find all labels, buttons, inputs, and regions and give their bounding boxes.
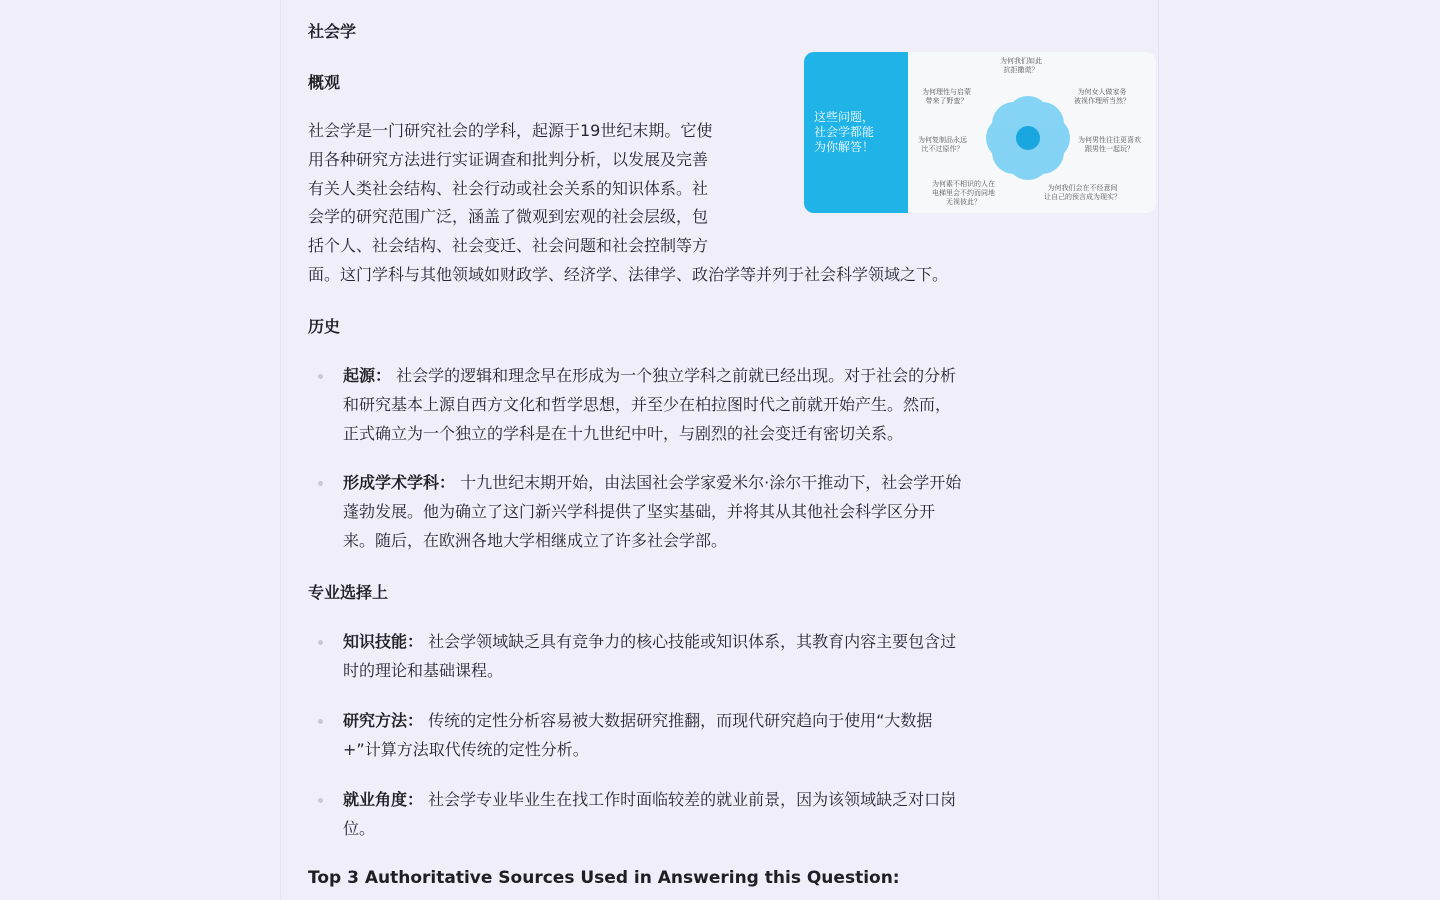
list-item-term: 研究方法： [343, 711, 424, 730]
list-item-term: 形成学术学科： [343, 473, 456, 492]
list-item-term: 知识技能： [343, 632, 424, 651]
list-item-text: 位。 [343, 818, 376, 838]
bullet-dot [318, 640, 323, 645]
sociology-questions-figure[interactable] [804, 52, 1156, 213]
list-item-text: 正式确立为一个独立的学科是在十九世纪中叶，与剧烈的社会变迁有密切关系。 [343, 423, 904, 443]
bullet-dot [318, 481, 323, 486]
list-item-text: 社会学专业毕业生在找工作时面临较差的就业前景，因为该领域缺乏对口岗 [428, 790, 957, 809]
figure-headline-line: 为你解答！ [814, 140, 875, 154]
figure-question [1074, 88, 1130, 106]
article-title: 社会学 [308, 22, 357, 41]
figure-question [918, 136, 967, 154]
figure-question-line: 为何男性往往更喜欢 [1078, 136, 1141, 144]
list-item-text: 时的理论和基础课程。 [343, 660, 504, 680]
list-item-text: 来。随后，在欧洲各地大学相继成立了许多社会学部。 [343, 530, 728, 550]
figure-question-line: 电梯里会不约而同地 [932, 189, 995, 197]
list-item-text: 和研究基本上源自西方文化和哲学思想，并至少在柏拉图时代之前就开始产生。然而， [343, 394, 952, 414]
figure-question-line: 为何素不相识的人在 [932, 180, 995, 188]
overview-line: 会学的研究范围广泛，涵盖了微观到宏观的社会层级，包 [308, 207, 709, 227]
overview-line: 括个人、社会结构、社会变迁、社会问题和社会控制等方 [308, 236, 709, 256]
figure-question-line: 无视彼此？ [946, 198, 981, 206]
list-item-text: 传统的定性分析容易被大数据研究推翻，而现代研究趋向于使用“大数据 [428, 711, 933, 730]
figure-headline-line: 社会学都能 [814, 125, 875, 139]
bullet-dot [318, 798, 323, 803]
bullet-dot [318, 719, 323, 724]
list-item-text: +”计算方法取代传统的定性分析。 [343, 739, 589, 759]
list-item [343, 707, 932, 765]
overview-line: 面。这门学科与其他领域如财政学、经济学、法律学、政治学等并列于社会科学领域之下。 [308, 264, 949, 284]
figure-question [1000, 57, 1042, 75]
list-item-text: 蓬勃发展。他为确立了这门新兴学科提供了坚实基础，并将其从其他社会科学区分开 [343, 501, 936, 521]
list-item [343, 786, 956, 844]
figure-question-line: 带来了野蛮？ [925, 97, 968, 105]
list-item-term: 起源： [343, 366, 392, 385]
sources-heading: Top 3 Authoritative Sources Used in Answering this Question: [308, 868, 900, 888]
list-item [343, 628, 956, 686]
history-heading: 历史 [308, 317, 341, 336]
figure-headline-line: 这些问题， [814, 110, 875, 124]
figure-question-line: 为何复制品永远 [918, 136, 967, 144]
list-item-text: 社会学的逻辑和理念早在形成为一个独立学科之前就已经出现。对于社会的分析 [396, 366, 957, 385]
figure-question-line: 为何理性与启蒙 [922, 88, 971, 96]
major-choice-heading: 专业选择上 [308, 583, 389, 602]
answer-panel [280, 0, 1159, 900]
list-item [343, 362, 956, 448]
overview-line: 有关人类社会结构、社会行动或社会关系的知识体系。社 [308, 178, 709, 198]
figure-question [932, 180, 995, 207]
figure-question-line: 比不过原作？ [921, 145, 964, 153]
overview-line: 社会学是一门研究社会的学科，起源于19世纪末期。它使 [308, 121, 713, 140]
figure-question-line: 跟男性一起玩？ [1085, 145, 1134, 153]
overview-heading: 概观 [308, 73, 341, 92]
list-item-text: 十九世纪末期开始，由法国社会学家爱米尔·涂尔干推动下，社会学开始 [460, 473, 962, 492]
figure-question-line: 为何我们会在不经意间 [1047, 184, 1118, 192]
figure-question-line: 被视作理所当然？ [1074, 97, 1130, 105]
figure-question-line: 为何女人做家务 [1077, 88, 1127, 96]
figure-question [922, 88, 971, 106]
figure-question [1044, 184, 1121, 202]
list-item-text: 社会学领域缺乏具有竞争力的核心技能或知识体系，其教育内容主要包含过 [428, 632, 957, 651]
bullet-dot [318, 374, 323, 379]
figure-question-line: 抗拒撒谎？ [1003, 66, 1039, 74]
list-item-term: 就业角度： [343, 790, 424, 809]
figure-question-line: 为何我们如此 [1000, 57, 1042, 65]
list-item [343, 469, 961, 555]
overview-line: 用各种研究方法进行实证调查和批判分析，以发展及完善 [308, 149, 709, 169]
figure-question-line: 让自己的预言成为现实？ [1044, 193, 1121, 201]
figure-question [1078, 136, 1141, 154]
